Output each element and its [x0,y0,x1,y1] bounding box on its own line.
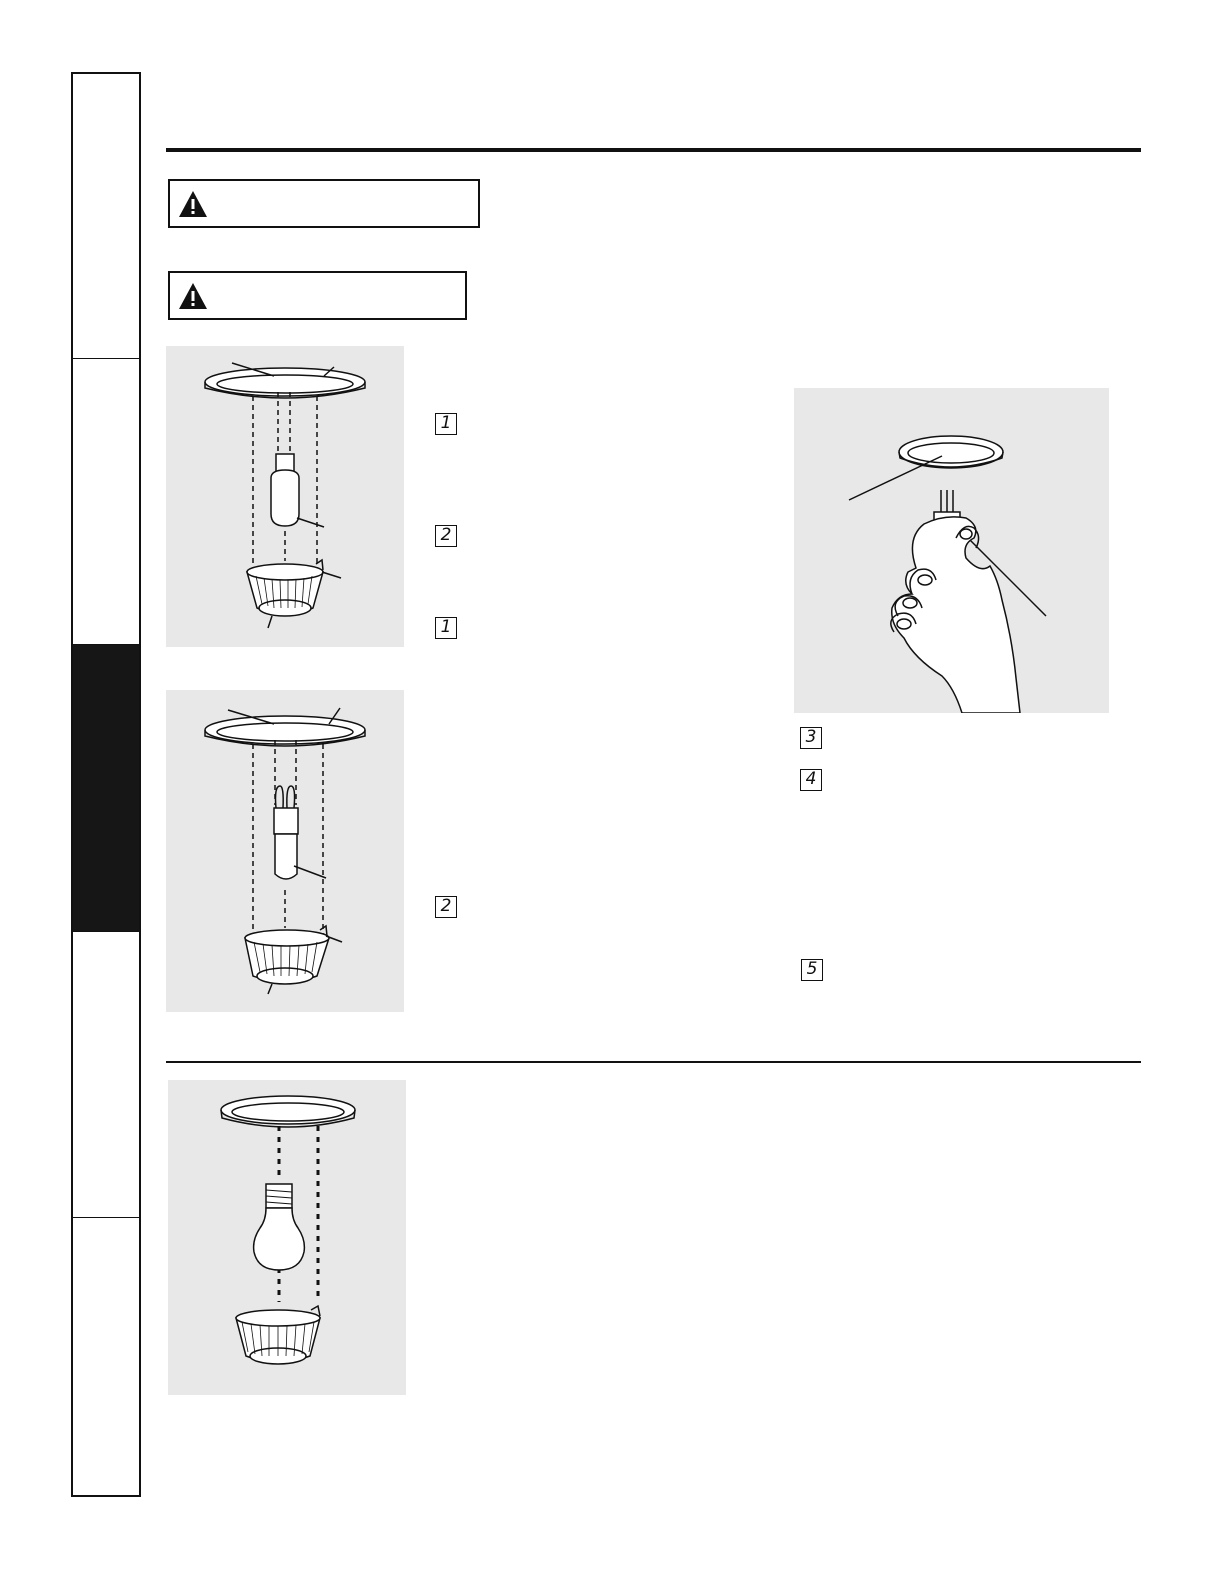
warning-box-2 [168,271,467,320]
step-marker-5: 5 [801,959,823,981]
step-marker-1: 1 [435,413,457,435]
side-tab-3-active[interactable] [73,644,139,931]
step-marker-1-second: 1 [435,617,457,639]
side-tab-4[interactable] [73,931,139,1217]
step-marker-3: 3 [800,727,822,749]
step-marker-2-second: 2 [435,896,457,918]
side-tab-1[interactable] [73,74,139,358]
warning-triangle-icon [178,282,208,310]
side-tab-strip [71,72,141,1497]
step-marker-2: 2 [435,525,457,547]
side-tab-5[interactable] [73,1217,139,1497]
illustration-hand-removing-bulb [794,388,1109,713]
step-marker-4: 4 [800,769,822,791]
header-rule [166,148,1141,152]
warning-box-1 [168,179,480,228]
illustration-bulb-type-2 [166,690,404,1012]
warning-triangle-icon [178,190,208,218]
illustration-bulb-type-1 [166,346,404,647]
side-tab-2[interactable] [73,358,139,644]
section-rule [166,1061,1141,1063]
illustration-standard-bulb [168,1080,406,1395]
